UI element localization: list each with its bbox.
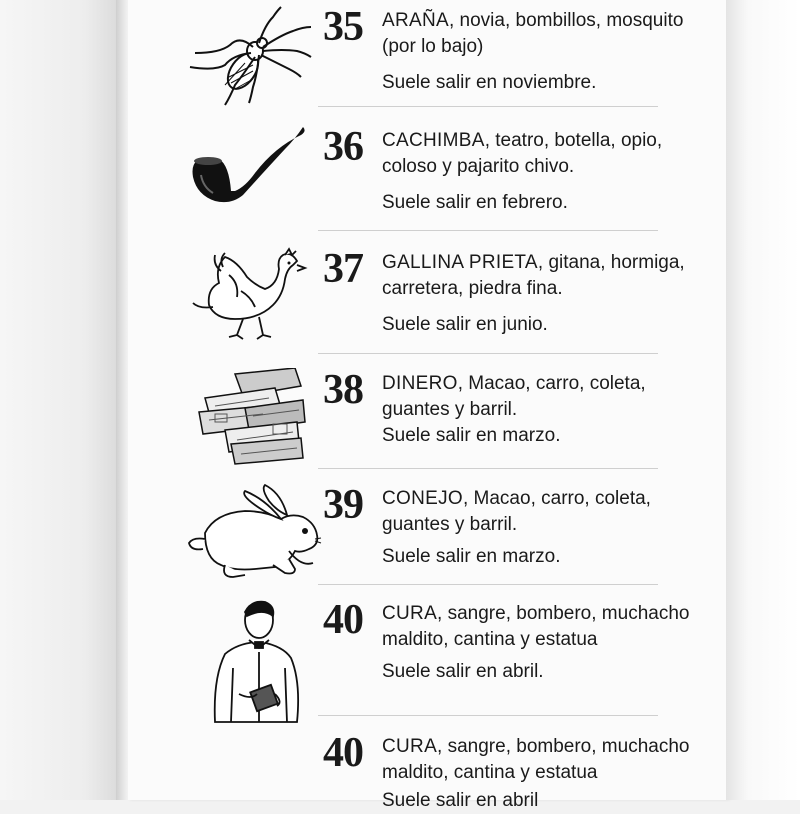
entry-text (382, 250, 712, 338)
entry-number: 40 (323, 597, 363, 643)
entry-associations: , Macao, carro, coleta, guantes y barril. (382, 488, 651, 535)
entry-keyword: ARAÑA (382, 10, 449, 31)
entry-note: Suele salir en febrero. (382, 192, 568, 213)
priest-icon (185, 598, 315, 728)
separator (318, 353, 658, 354)
entry-associations: , novia, bombillos, mosquito (por lo bajo) (382, 10, 684, 57)
entry-number: 39 (323, 482, 363, 528)
entry-note: Suele salir en noviembre. (382, 72, 597, 93)
entry-number: 36 (323, 124, 363, 170)
entry-text (382, 734, 732, 814)
entry-associations: , sangre, bombero, muchacho maldito, cantina y estatua (382, 603, 690, 650)
entry-keyword: CONEJO (382, 488, 463, 509)
entry-note: Suele salir en junio. (382, 314, 548, 335)
separator (318, 230, 658, 231)
separator (318, 715, 658, 716)
entry-text (382, 8, 712, 96)
entry-associations: , sangre, bombero, muchacho maldito, cantina y estatua (382, 736, 690, 783)
entry-text (382, 128, 712, 216)
money-icon (185, 368, 315, 473)
entry-text (382, 371, 712, 449)
page-edge (726, 0, 800, 800)
left-page (0, 0, 122, 800)
entry-note: Suele salir en abril. (382, 661, 544, 682)
separator (318, 106, 658, 107)
entry-note: Suele salir en abril (382, 790, 539, 811)
entry-text (382, 601, 712, 685)
entry-note: Suele salir en marzo. (382, 425, 561, 446)
hen-icon (185, 247, 315, 347)
entry-associations: , teatro, botella, opio, coloso y pajarito chivo. (382, 130, 663, 177)
rabbit-icon (185, 483, 315, 588)
entry-keyword: DINERO (382, 373, 458, 394)
entry-associations: , Macao, carro, coleta, guantes y barril. (382, 373, 646, 420)
separator (318, 468, 658, 469)
entry-number: 38 (323, 367, 363, 413)
pipe-icon (185, 125, 315, 220)
entry-text (382, 486, 712, 570)
entry-keyword: CURA (382, 603, 438, 624)
separator (318, 584, 658, 585)
entry-keyword: GALLINA PRIETA (382, 252, 538, 273)
spider-icon (185, 5, 315, 115)
entry-associations: , gitana, hormiga, carretera, piedra fina. (382, 252, 685, 299)
entry-number: 40 (323, 730, 363, 776)
entry-number: 35 (323, 4, 363, 50)
entry-number: 37 (323, 246, 363, 292)
entry-note: Suele salir en marzo. (382, 546, 561, 567)
entry-keyword: CACHIMBA (382, 130, 485, 151)
entry-keyword: CURA (382, 736, 438, 757)
